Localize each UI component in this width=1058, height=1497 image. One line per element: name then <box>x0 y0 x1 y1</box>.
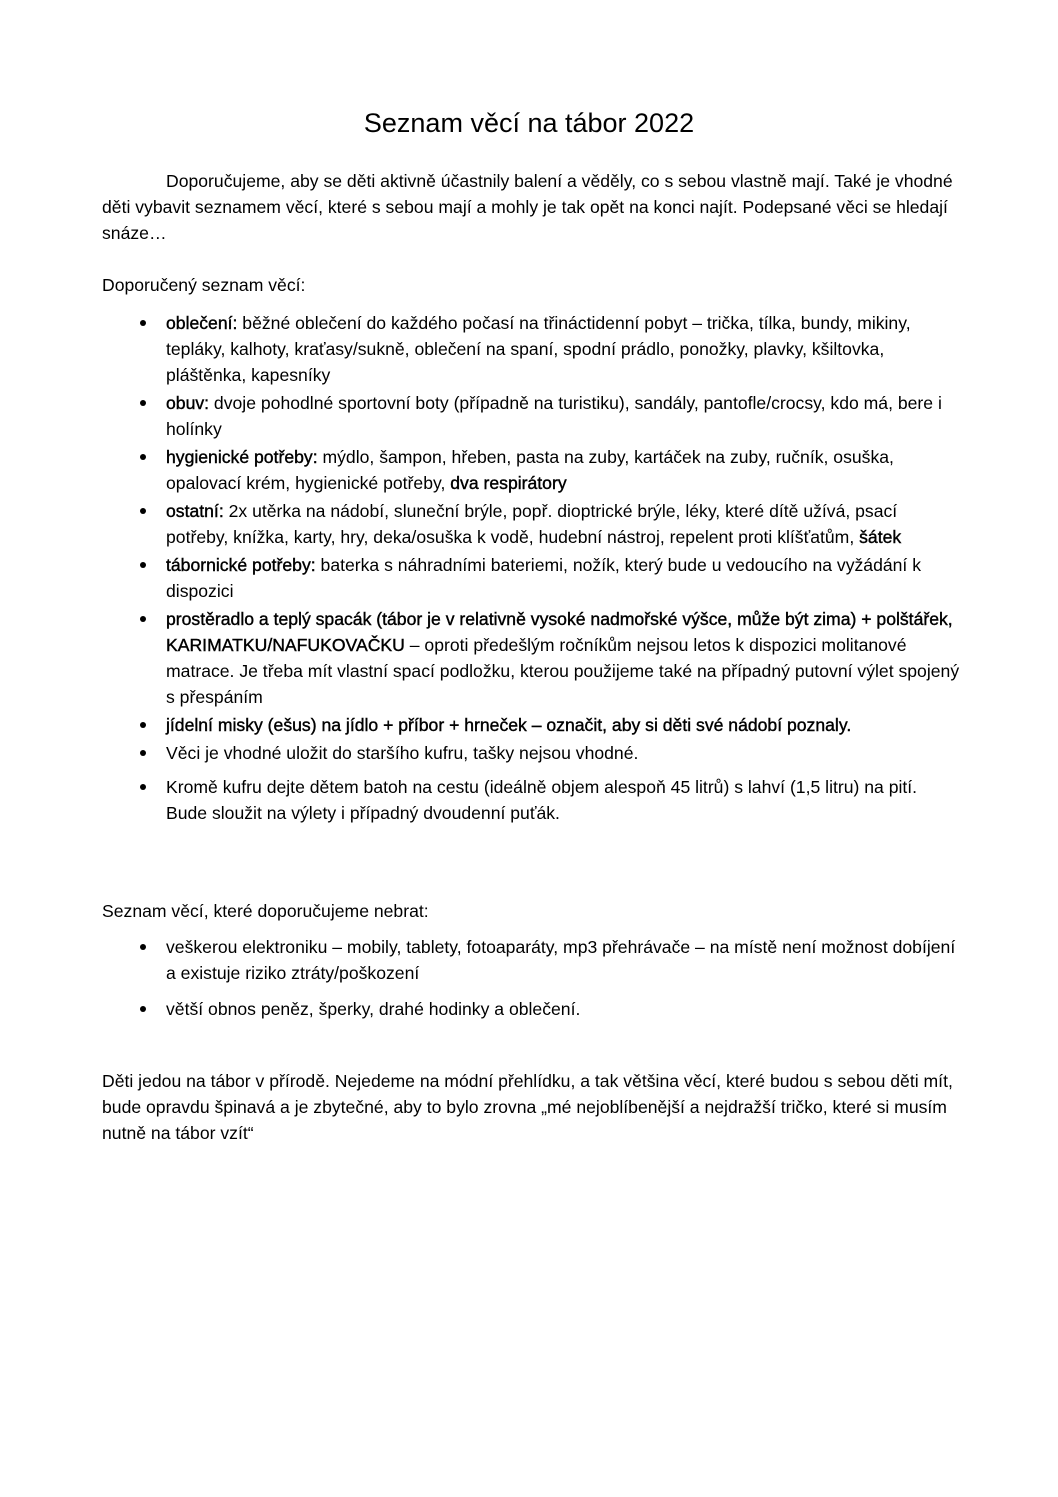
list-item: hygienické potřeby: mýdlo, šampon, hřeben, pasta na zuby, kartáček na zuby, ručník, osuška, opalovací krém, hygienické potřeby, dva respirátory <box>102 444 962 496</box>
closing-paragraph: Děti jedou na tábor v přírodě. Nejedeme na módní přehlídku, a tak většina věcí, které budou s sebou děti mít, bude opravdu špinavá a je zbytečné, aby to bylo zrovna „mé nejoblíbenější a nejdražší tričko, které si musím nutně na tábor vzít“ <box>102 1071 953 1143</box>
recommended-section <box>102 272 962 826</box>
bullet-icon <box>140 320 146 326</box>
list-item: Věci je vhodné uložit do staršího kufru, tašky nejsou vhodné. <box>102 740 962 766</box>
bullet-icon <box>140 722 146 728</box>
bullet-icon <box>140 562 146 568</box>
not-recommended-heading: Seznam věcí, které doporučujeme nebrat: <box>102 901 429 921</box>
bullet-icon <box>140 750 146 756</box>
bullet-icon <box>140 454 146 460</box>
list-item: oblečení: běžné oblečení do každého počasí na třináctidenní pobyt – trička, tílka, bundy, mikiny, tepláky, kalhoty, kraťasy/sukně, oblečení na spaní, spodní prádlo, ponožky, plavky, kšiltovka, pláštěnka, kapesníky <box>102 310 962 388</box>
intro-text: Doporučujeme, aby se děti aktivně účastnily balení a věděly, co s sebou vlastně mají. Také je vhodné děti vybavit seznamem věcí, které s sebou mají a mohly je tak opět na konci najít. Podepsané věci se hledají snáze… <box>102 171 953 243</box>
list-item: prostěradlo a teplý spacák (tábor je v relativně vysoké nadmořské výšce, může být zima) + polštářek, KARIMATKU/NAFUKOVAČKU – oproti předešlým ročníkům nejsou letos k dispozici molitanové matrace. Je třeba mít vlastní spací podložku, kterou použijeme také na případný putovní výlet spojený s přespáním <box>102 606 962 710</box>
bullet-icon <box>140 508 146 514</box>
not-recommended-list <box>102 934 962 1022</box>
bullet-icon <box>140 616 146 622</box>
list-item: veškerou elektroniku – mobily, tablety, fotoaparáty, mp3 přehrávače – na místě není možnost dobíjení a existuje riziko ztráty/poškození <box>102 934 962 986</box>
bullet-icon <box>140 944 146 950</box>
list-item: ostatní: 2x utěrka na nádobí, sluneční brýle, popř. dioptrické brýle, léky, které dítě užívá, psací potřeby, knížka, karty, hry, deka/osuška k vodě, hudební nástroj, repelent proti klíšťatům, šátek <box>102 498 962 550</box>
bullet-icon <box>140 400 146 406</box>
list-item: Kromě kufru dejte dětem batoh na cestu (ideálně objem alespoň 45 litrů) s lahví (1,5 litru) na pití. Bude sloužit na výlety i případný dvoudenní puťák. <box>102 774 962 826</box>
bullet-icon <box>140 1006 146 1012</box>
not-recommended-section <box>102 898 962 1022</box>
list-item: tábornické potřeby: baterka s náhradními bateriemi, nožík, který bude u vedoucího na vyžádání k dispozici <box>102 552 962 604</box>
recommended-heading: Doporučený seznam věcí: <box>102 275 306 295</box>
page-title: Seznam věcí na tábor 2022 <box>363 108 695 138</box>
bullet-icon <box>140 784 146 790</box>
list-item: obuv: dvoje pohodlné sportovní boty (případně na turistiku), sandály, pantofle/crocsy, kdo má, bere i holínky <box>102 390 962 442</box>
recommended-list <box>102 310 962 826</box>
list-item: větší obnos peněz, šperky, drahé hodinky a oblečení. <box>102 996 962 1022</box>
list-item: jídelní misky (ešus) na jídlo + příbor + hrneček – označit, aby si děti své nádobí poznaly. <box>102 712 962 738</box>
intro-paragraph <box>102 168 962 246</box>
